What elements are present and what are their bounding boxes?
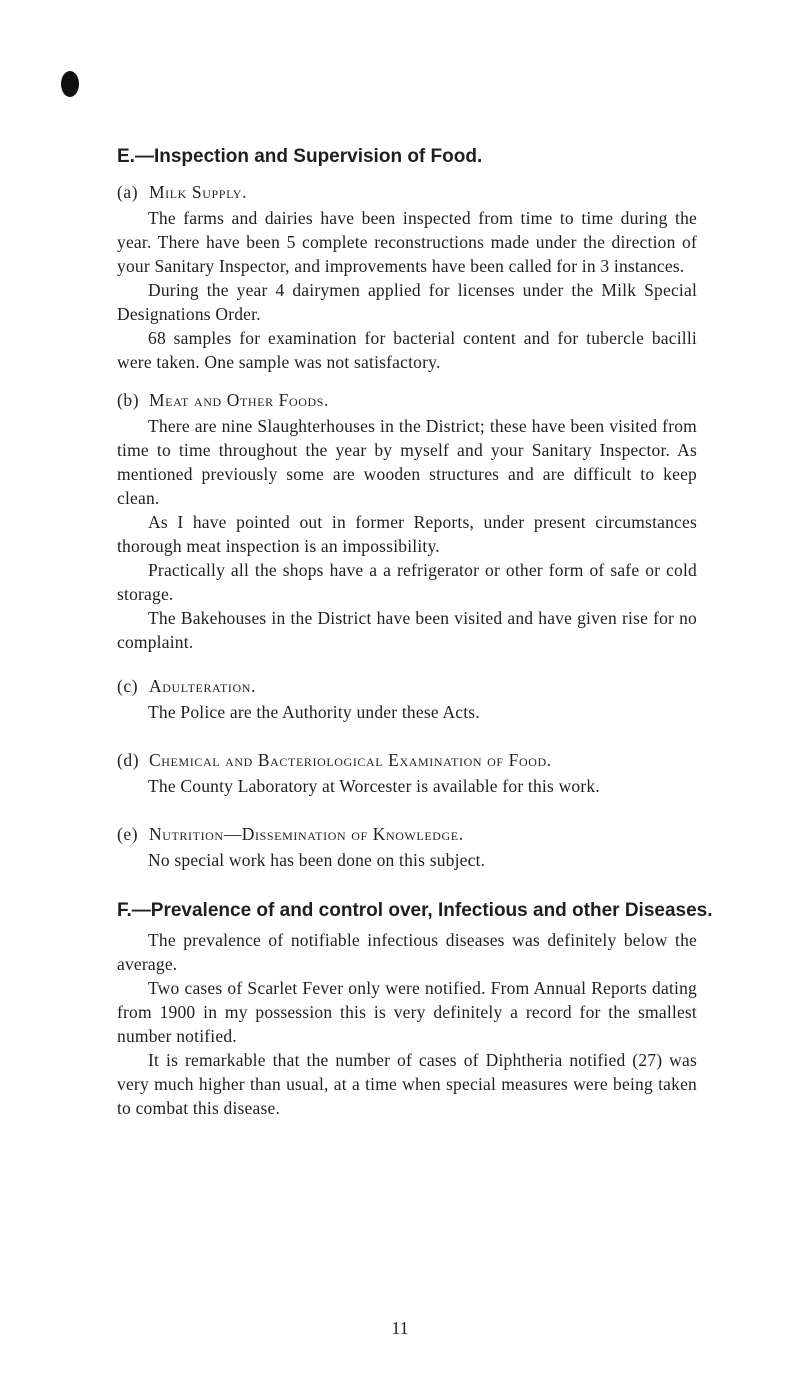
subsection-a-text: Milk Supply.: [149, 182, 248, 202]
subsection-d-label: (d): [117, 750, 140, 770]
paragraph: Two cases of Scarlet Fever only were notified. From Annual Reports dating from 1900 in my possession this is very definitely a record for the smallest number notified.: [117, 978, 697, 1046]
subsection-b-title: [117, 386, 697, 414]
subsection-c-label: (c): [117, 676, 139, 696]
paragraph: No special work has been done on this subject.: [148, 850, 486, 870]
document-page: [117, 140, 713, 1120]
subsection-a-title: [117, 178, 697, 206]
subsection-e-text: Nutrition—Dissemination of Knowledge.: [149, 824, 464, 844]
section-f-heading: F.—Prevalence of and control over, Infectious and other Diseases.: [117, 900, 713, 921]
paragraph: During the year 4 dairymen applied for licenses under the Milk Special Designations Order.: [117, 280, 697, 324]
paragraph: The prevalence of notifiable infectious diseases was definitely below the average.: [117, 930, 697, 974]
subsection-c-text: Adulteration.: [149, 676, 257, 696]
paragraph: Practically all the shops have a a refrigerator or other form of safe or cold storage.: [117, 560, 697, 604]
subsection-a-label: (a): [117, 182, 139, 202]
paragraph: There are nine Slaughterhouses in the District; these have been visited from time to time throughout the year by myself and your Sanitary Inspector. As mentioned previously some are wooden structures and are difficult to keep clean.: [117, 416, 697, 508]
paragraph: 68 samples for examination for bacterial content and for tubercle bacilli were taken. One sample was not satisfactory.: [117, 328, 697, 372]
paragraph: It is remarkable that the number of cases of Diphtheria notified (27) was very much higher than usual, at a time when special measures were being taken to combat this disease.: [117, 1050, 697, 1118]
subsection-e-title: [117, 820, 697, 848]
subsection-e-label: (e): [117, 824, 139, 844]
subsection-b-label: (b): [117, 390, 140, 410]
paragraph: The Police are the Authority under these Acts.: [148, 702, 480, 722]
subsection-c-title: [117, 672, 697, 700]
page-number: 11: [391, 1318, 409, 1338]
section-e-heading: E.—Inspection and Supervision of Food.: [117, 146, 483, 167]
ink-blot: [60, 70, 80, 98]
paragraph: The farms and dairies have been inspected from time to time during the year. There have been 5 complete reconstructions made under the direction of your Sanitary Inspector, and improvements have been called for in 3 instances.: [117, 208, 697, 276]
subsection-d-title: [117, 746, 697, 774]
subsection-d-text: Chemical and Bacteriological Examination of Food.: [149, 750, 552, 770]
subsection-b-text: Meat and Other Foods.: [149, 390, 330, 410]
paragraph: The County Laboratory at Worcester is available for this work.: [148, 776, 600, 796]
paragraph: The Bakehouses in the District have been visited and have given rise for no complaint.: [117, 608, 697, 652]
paragraph: As I have pointed out in former Reports, under present circumstances thorough meat inspection is an impossibility.: [117, 512, 697, 556]
